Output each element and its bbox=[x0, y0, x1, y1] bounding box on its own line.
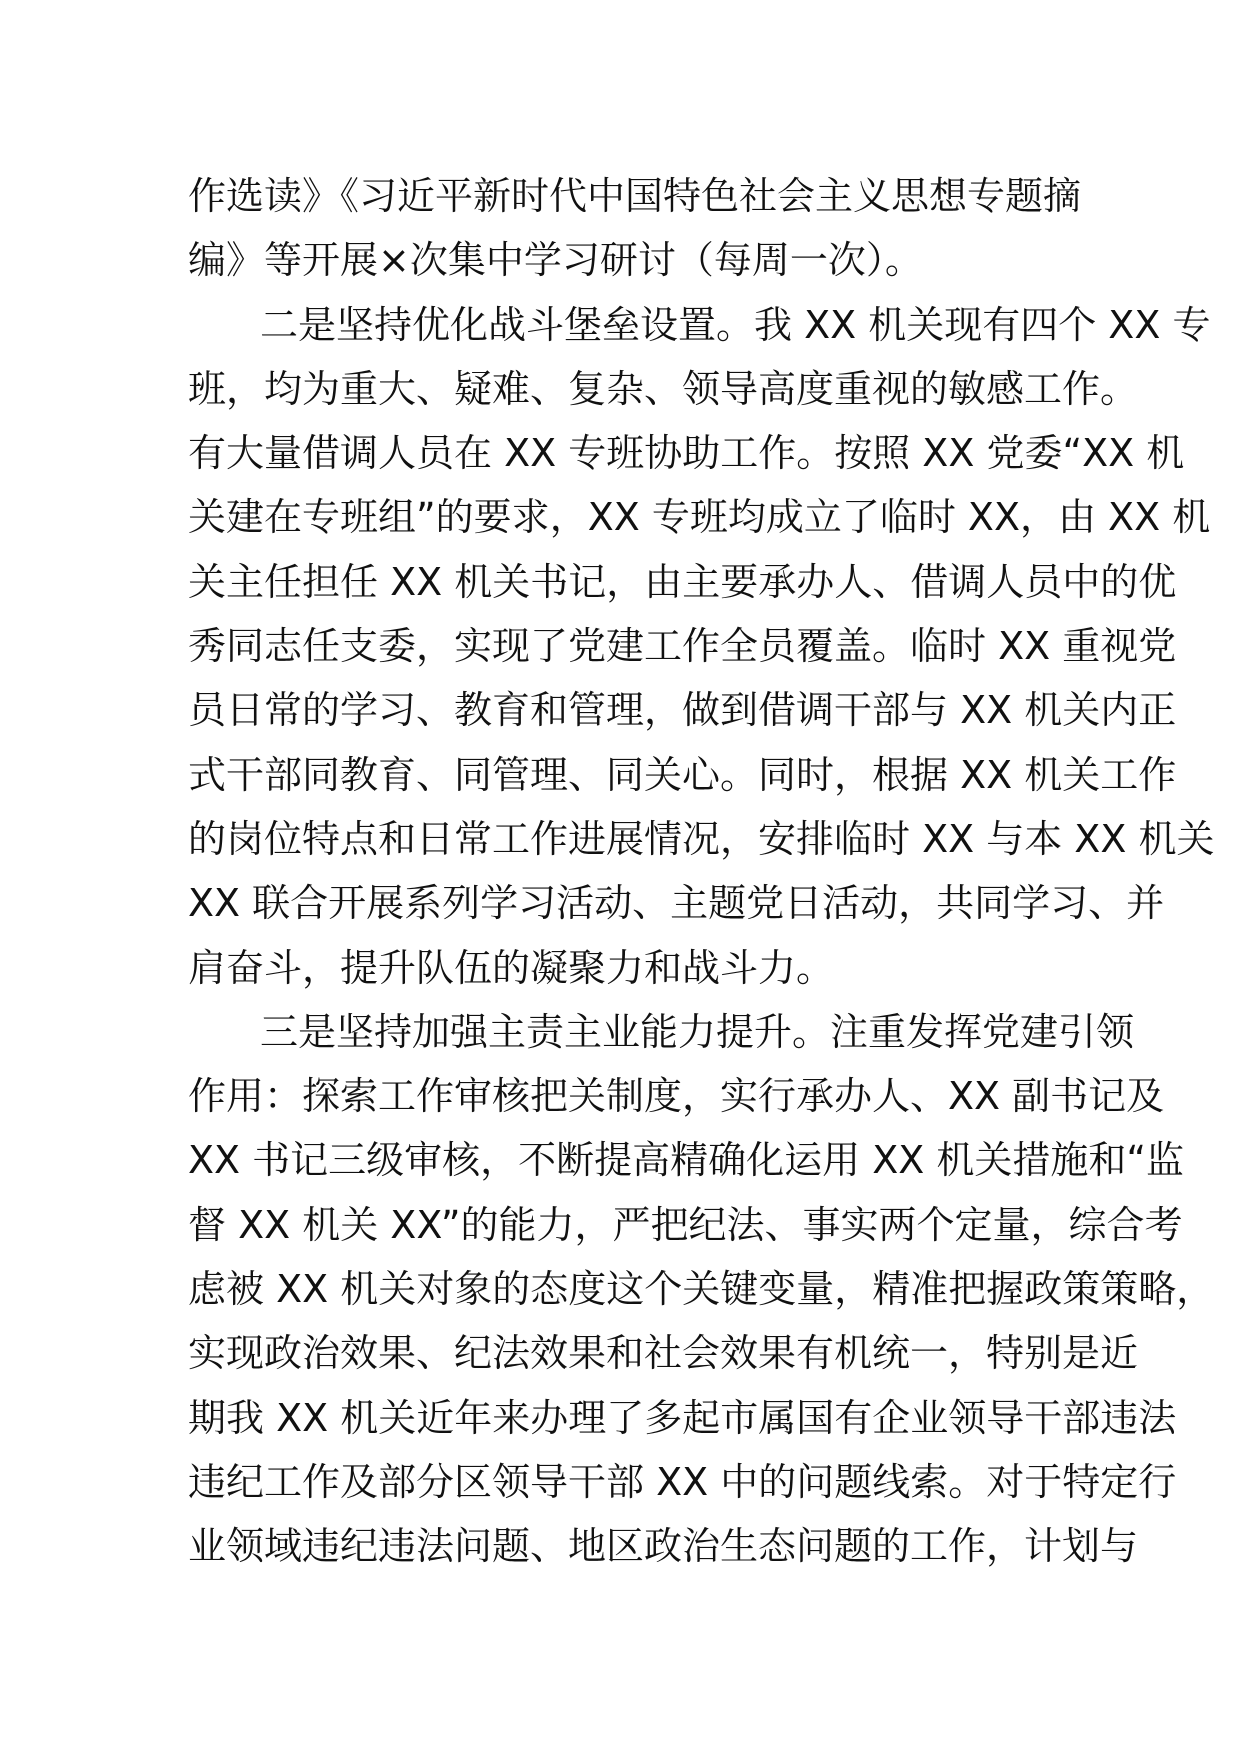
text-line: 肩奋斗，提升队伍的凝聚力和战斗力。 bbox=[188, 945, 835, 990]
text-line: 关主任担任 XX 机关书记，由主要承办人、借调人员中的优 bbox=[188, 559, 1177, 604]
paragraph-start-line: 二是坚持优化战斗堡垒设置。我 XX 机关现有四个 XX 专 bbox=[260, 302, 1211, 347]
text-line: 秀同志任支委，实现了党建工作全员覆盖。临时 XX 重视党 bbox=[188, 624, 1177, 669]
text-line: 的岗位特点和日常工作进展情况，安排临时 XX 与本 XX 机关 bbox=[188, 816, 1215, 861]
text-line: 业领域违纪违法问题、地区政治生态问题的工作，计划与 bbox=[188, 1524, 1139, 1569]
text-line: 期我 XX 机关近年来办理了多起市属国有企业领导干部违法 bbox=[188, 1395, 1177, 1440]
text-line: 实现政治效果、纪法效果和社会效果有机统一，特别是近 bbox=[188, 1331, 1139, 1376]
text-line: 员日常的学习、教育和管理，做到借调干部与 XX 机关内正 bbox=[188, 688, 1177, 733]
text-line: 有大量借调人员在 XX 专班协助工作。按照 XX 党委“XX 机 bbox=[188, 431, 1185, 476]
text-line: 作用：探索工作审核把关制度，实行承办人、XX 副书记及 bbox=[188, 1074, 1165, 1119]
text-line: 关建在专班组”的要求，XX 专班均成立了临时 XX，由 XX 机 bbox=[188, 495, 1211, 540]
body-text bbox=[188, 164, 1215, 1579]
text-line: 作选读》《习近平新时代中国特色社会主义思想专题摘 bbox=[188, 174, 1082, 218]
paragraph-start-line: 三是坚持加强主责主业能力提升。注重发挥党建引领 bbox=[260, 1009, 1135, 1054]
text-line: XX 书记三级审核，不断提高精确化运用 XX 机关措施和“监 bbox=[188, 1138, 1185, 1183]
text-line: 虑被 XX 机关对象的态度这个关键变量，精准把握政策策略， bbox=[188, 1267, 1215, 1312]
text-line: 编》等开展×次集中学习研讨（每周一次）。 bbox=[188, 238, 923, 283]
text-line: 班，均为重大、疑难、复杂、领导高度重视的敏感工作。 bbox=[188, 366, 1139, 411]
text-line: 式干部同教育、同管理、同关心。同时，根据 XX 机关工作 bbox=[188, 752, 1177, 797]
text-line: 违纪工作及部分区领导干部 XX 中的问题线索。对于特定行 bbox=[188, 1459, 1177, 1504]
text-line: 督 XX 机关 XX”的能力，严把纪法、事实两个定量，综合考 bbox=[188, 1202, 1183, 1247]
text-line: XX 联合开展系列学习活动、主题党日活动，共同学习、并 bbox=[188, 881, 1165, 926]
